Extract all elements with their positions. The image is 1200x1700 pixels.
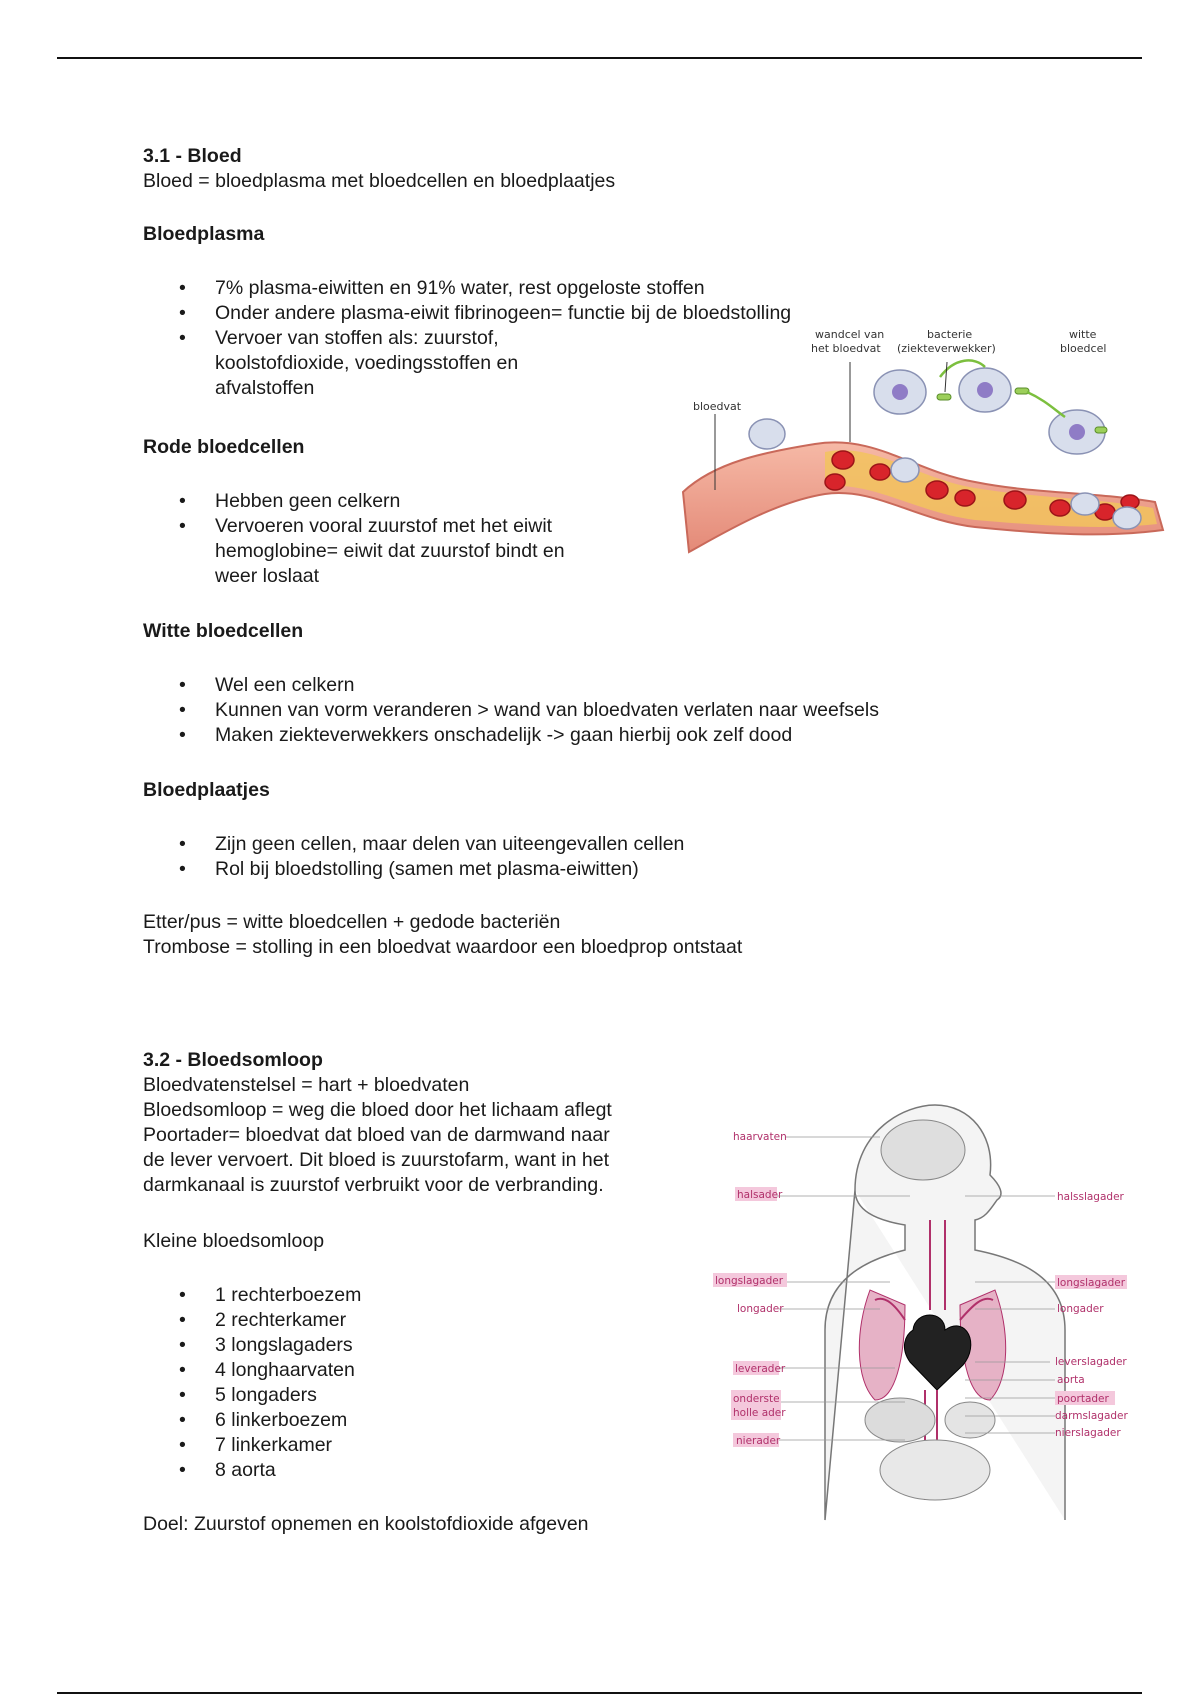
small-circulation-heading: Kleine bloedsomloop xyxy=(143,1230,325,1252)
list-line: afvalstoffen xyxy=(215,377,315,399)
list-item: • Hebben geen celkern xyxy=(143,489,565,514)
section-title: 3.2 - Bloedsomloop xyxy=(143,1049,323,1071)
list-item: • 5 longaders xyxy=(143,1383,589,1408)
label-right: halsslagader xyxy=(1057,1191,1124,1203)
section-title: 3.1 - Bloed xyxy=(143,145,242,167)
list-item: • 7% plasma-eiwitten en 91% water, rest opgeloste stoffen xyxy=(143,276,791,301)
list-item: • Kunnen van vorm veranderen > wand van bloedvaten verlaten naar weefsels xyxy=(143,698,879,723)
list-item: • Maken ziekteverwekkers onschadelijk -> gaan hierbij ook zelf dood xyxy=(143,723,879,748)
list-item: • 4 longhaarvaten xyxy=(143,1358,589,1383)
label-left: haarvaten xyxy=(733,1131,787,1143)
label-wall: wandcel van het bloedvat xyxy=(811,328,885,355)
list-item xyxy=(143,514,565,589)
blood-vessel-figure xyxy=(675,322,1165,587)
label-right: leverslagader xyxy=(1055,1356,1127,1368)
list-line: hemoglobine= eiwit dat zuurstof bindt en xyxy=(215,540,565,562)
bottom-rule xyxy=(57,1692,1142,1694)
list-item: • 3 longslagaders xyxy=(143,1333,589,1358)
list-item: • 2 rechterkamer xyxy=(143,1308,589,1333)
label-left: leverader xyxy=(735,1363,786,1375)
thrombosis-note: Trombose = stolling in een bloedvat waardoor een bloedprop ontstaat xyxy=(143,936,743,958)
label-right: poortader xyxy=(1057,1393,1109,1405)
label-left: holle ader xyxy=(733,1407,786,1419)
pus-note: Etter/pus = witte bloedcellen + gedode bacteriën xyxy=(143,911,561,933)
liver xyxy=(865,1398,935,1442)
top-rule xyxy=(57,57,1142,59)
text-line: de lever vervoert. Dit bloed is zuurstofarm, want in het xyxy=(143,1149,610,1171)
label-right: longader xyxy=(1057,1303,1104,1315)
red-cells-block xyxy=(143,435,565,589)
goal-text: Doel: Zuurstof opnemen en koolstofdioxide afgeven xyxy=(143,1513,589,1535)
label-right: longslagader xyxy=(1057,1277,1126,1289)
text-line: Bloedvatenstelsel = hart + bloedvaten xyxy=(143,1074,470,1096)
circulation-figure xyxy=(705,1100,1145,1540)
section-bloedsomloop xyxy=(143,1048,612,1198)
heart xyxy=(904,1315,970,1390)
label-left: nierader xyxy=(736,1435,781,1447)
label-left: longslagader xyxy=(715,1275,784,1287)
list-item: • 1 rechterboezem xyxy=(143,1283,589,1308)
list-line: koolstofdioxide, voedingsstoffen en xyxy=(215,352,519,374)
list-item: • Zijn geen cellen, maar delen van uiteengevallen cellen xyxy=(143,832,684,857)
small-circulation-block xyxy=(143,1229,589,1537)
white-cells-heading: Witte bloedcellen xyxy=(143,620,304,642)
platelets-heading: Bloedplaatjes xyxy=(143,779,270,801)
list-item: • 8 aorta xyxy=(143,1458,589,1483)
list-line: weer loslaat xyxy=(215,565,320,587)
list-line: • Vervoeren vooral zuurstof met het eiwit xyxy=(215,515,553,537)
label-left: onderste xyxy=(733,1393,780,1405)
intestines xyxy=(880,1440,990,1500)
label-vessel: bloedvat xyxy=(693,400,742,413)
white-cells-block xyxy=(143,619,879,748)
list-item: • 6 linkerboezem xyxy=(143,1408,589,1433)
text-line: Bloedsomloop = weg die bloed door het lichaam aflegt xyxy=(143,1099,612,1121)
list-line: • Vervoer van stoffen als: zuurstof, xyxy=(215,327,499,349)
brain xyxy=(881,1120,965,1180)
label-right: nierslagader xyxy=(1055,1427,1121,1439)
label-right: aorta xyxy=(1057,1374,1085,1386)
white-cells-list xyxy=(143,673,879,748)
red-cells-list xyxy=(143,489,565,589)
list-item: • 7 linkerkamer xyxy=(143,1433,589,1458)
platelets-list xyxy=(143,832,684,882)
text-line: darmkanaal is zuurstof verbruikt voor de verbranding. xyxy=(143,1174,604,1196)
label-bacteria: bacterie (ziekteverwekker) xyxy=(897,328,996,355)
label-left: halsader xyxy=(737,1189,783,1201)
label-white-cell: witte bloedcel xyxy=(1060,328,1107,355)
list-item: • Wel een celkern xyxy=(143,673,879,698)
intro-text: Bloed = bloedplasma met bloedcellen en bloedplaatjes xyxy=(143,170,616,192)
list-item: • Rol bij bloedstolling (samen met plasma-eiwitten) xyxy=(143,857,684,882)
section-bloed xyxy=(143,144,615,194)
label-right: darmslagader xyxy=(1055,1410,1128,1422)
label-left: longader xyxy=(737,1303,784,1315)
red-cells-heading: Rode bloedcellen xyxy=(143,436,305,458)
list-item: • Onder andere plasma-eiwit fibrinogeen= functie bij de bloedstolling xyxy=(143,301,791,326)
right-lung xyxy=(859,1290,905,1400)
circulation-steps xyxy=(143,1283,589,1483)
stomach xyxy=(945,1402,995,1438)
text-line: Poortader= bloedvat dat bloed van de darmwand naar xyxy=(143,1124,610,1146)
platelets-block xyxy=(143,778,684,882)
notes-block xyxy=(143,910,742,960)
plasma-heading: Bloedplasma xyxy=(143,223,265,245)
